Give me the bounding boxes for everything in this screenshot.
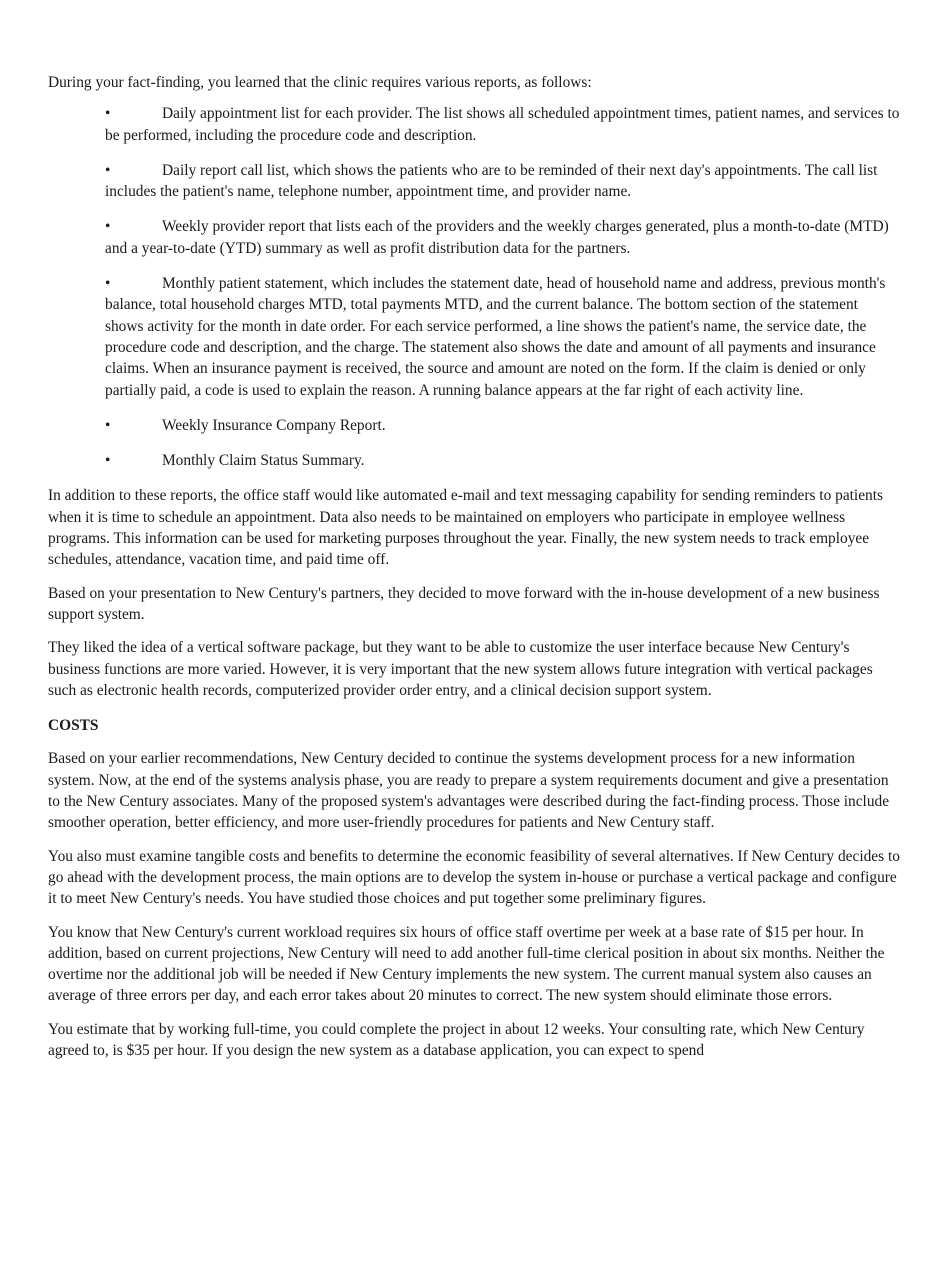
report-text: Weekly provider report that lists each of the providers and the weekly charges generated, plus a month-to-date (MTD) and a year-to-date (YTD) summary as well as profit distribution data for the partners. <box>105 218 889 257</box>
paragraph-additional-requirements: In addition to these reports, the office staff would like automated e-mail and text messaging capability for sending reminders to patients when it is time to schedule an appointment. Data also needs to be maintained on employers who participate in employee wellness programs. This information can be used for marketing purposes throughout the year. Finally, the new system needs to track employee schedules, attendance, vacation time, and paid time off. <box>48 487 884 569</box>
report-item-daily-call-list <box>105 160 900 203</box>
paragraph-project-estimate: You estimate that by working full-time, you could complete the project in about 12 weeks. Your consulting rate, which New Century agreed to, is $35 per hour. If you design the new system as a database application, you can expect to spend <box>48 1020 865 1059</box>
report-item-monthly-patient-statement <box>105 273 900 401</box>
paragraph-partners-decision: Based on your presentation to New Century's partners, they decided to move forward with the in-house development of a new business support system. <box>48 584 880 623</box>
paragraph-current-workload: You know that New Century's current workload requires six hours of office staff overtime per week at a base rate of $15 per hour. In addition, based on current projections, New Century will need to add another full-time clerical position in about six months. Neither the overtime nor the additional job will be needed if New Century implements the new system. The current manual system also causes an average of three errors per day, and each error takes about 20 minutes to correct. The new system should eliminate those errors. <box>48 923 885 1005</box>
bullet-icon: • <box>105 218 111 236</box>
bullet-icon: • <box>105 275 111 293</box>
bullet-icon: • <box>105 452 111 470</box>
bullet-icon: • <box>105 105 111 123</box>
paragraph-tangible-costs: You also must examine tangible costs and benefits to determine the economic feasibility of several alternatives. If New Century decides to go ahead with the development process, the main options are to develop the system in-house or purchase a vertical package and configure it to meet New Century's needs. You have studied those choices and put together some preliminary figures. <box>48 847 900 908</box>
document-page <box>48 72 900 1073</box>
report-item-weekly-provider-report <box>105 216 900 259</box>
report-item-daily-appointment-list <box>105 103 900 146</box>
paragraph-costs-intro: Based on your earlier recommendations, New Century decided to continue the systems development process for a new information system. Now, at the end of the systems analysis phase, you are ready to prepare a system requirements document and give a presentation to the New Century associates. Many of the proposed system's advantages were described during the fact-finding process. Those include smoother operation, better efficiency, and more user-friendly procedures for patients and New Century staff. <box>48 750 890 832</box>
report-item-monthly-claim-summary <box>105 450 900 471</box>
report-item-weekly-insurance-report <box>105 415 900 436</box>
bullet-icon: • <box>105 416 111 434</box>
report-text: Weekly Insurance Company Report. <box>162 416 386 434</box>
report-text: Monthly Claim Status Summary. <box>162 452 365 470</box>
intro-paragraph: During your fact-finding, you learned that the clinic requires various reports, as follows: <box>48 74 592 91</box>
paragraph-vertical-package: They liked the idea of a vertical software package, but they want to be able to customize the user interface because New Century's business functions are more varied. However, it is very important that the new system allows future integration with vertical packages such as electronic health records, computerized provider order entry, and a clinical decision support system. <box>48 639 873 699</box>
report-text: Monthly patient statement, which includes the statement date, head of household name and address, previous month's balance, total household charges MTD, total payments MTD, and the current balance. The bottom section of the statement shows activity for the month in date order. For each service performed, a line shows the patient's name, the service date, the procedure code and description, and the charge. The statement also shows the date and amount of all payments and insurance claims. When an insurance payment is received, the source and amount are noted on the form. If the claim is denied or only partially paid, a code is used to explain the reason. A running balance appears at the far right of each activity line. <box>105 275 886 399</box>
bullet-icon: • <box>105 161 111 179</box>
costs-heading: COSTS <box>48 717 99 735</box>
report-text: Daily report call list, which shows the patients who are to be reminded of their next day's appointments. The call list includes the patient's name, telephone number, appointment time, and provider name. <box>105 161 878 201</box>
reports-list <box>48 103 900 471</box>
report-text: Daily appointment list for each provider. The list shows all scheduled appointment times, patient names, and services to be performed, including the procedure code and description. <box>105 105 900 144</box>
